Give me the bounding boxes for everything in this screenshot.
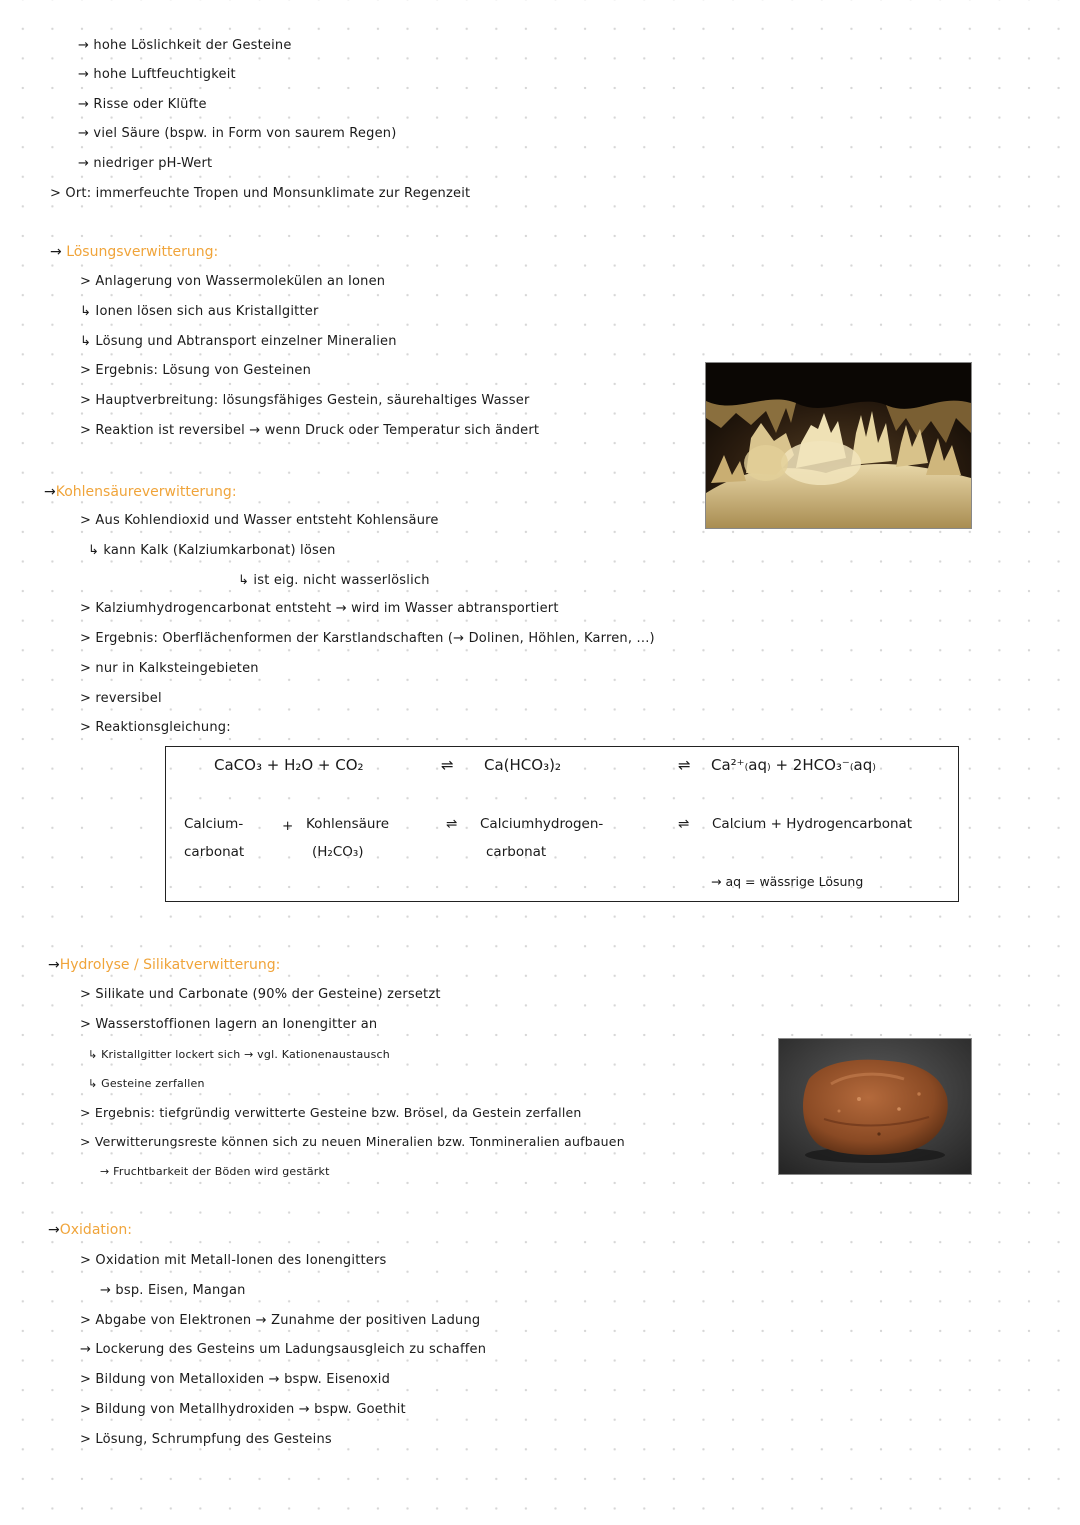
hydro-line-4: ↳ Gesteine zerfallen xyxy=(88,1077,205,1090)
heading-loesungsverwitterung xyxy=(50,242,218,262)
oxid-line-4: → Lockerung des Gesteins um Ladungsausgleich zu schaffen xyxy=(80,1342,487,1357)
kohlen-line-3: ↳ ist eig. nicht wasserlöslich xyxy=(238,573,430,588)
kohlen-line-6: > nur in Kalksteingebieten xyxy=(80,661,259,676)
equation-intermediate: Ca(HCO₃)₂ xyxy=(484,756,561,774)
loesung-line-2: ↳ Ionen lösen sich aus Kristallgitter xyxy=(80,304,319,319)
equation-reactants: CaCO₃ + H₂O + CO₂ xyxy=(214,756,364,774)
hydro-line-7: → Fruchtbarkeit der Böden wird gestärkt xyxy=(100,1165,330,1178)
name-kohlensaeure-formula: (H₂CO₃) xyxy=(312,844,364,860)
hydro-line-2: > Wasserstoffionen lagern an Ionengitter an xyxy=(80,1017,378,1032)
name-equilibrium-4: ⇌ xyxy=(678,816,690,832)
oxid-line-6: > Bildung von Metallhydroxiden → bspw. Goethit xyxy=(80,1402,406,1417)
name-calciumcarbonat-1: Calcium- xyxy=(184,816,244,832)
name-calcium-hydrogencarbonat: Calcium + Hydrogencarbonat xyxy=(712,816,913,832)
heading-title: Oxidation: xyxy=(59,1222,132,1238)
kohlen-line-8: > Reaktionsgleichung: xyxy=(80,720,231,735)
hydro-line-5: > Ergebnis: tiefgründig verwitterte Gesteine bzw. Brösel, da Gestein zerfallen xyxy=(80,1105,582,1120)
equation-products: Ca²⁺₍aq₎ + 2HCO₃⁻₍aq₎ xyxy=(711,756,876,774)
heading-title: Kohlensäureverwitterung: xyxy=(55,484,237,500)
intro-line-2: → hohe Luftfeuchtigkeit xyxy=(78,67,236,82)
hydro-line-6: > Verwitterungsreste können sich zu neuen Mineralien bzw. Tonmineralien aufbauen xyxy=(80,1134,625,1149)
heading-oxidation xyxy=(48,1220,132,1240)
heading-title: Lösungsverwitterung: xyxy=(66,244,219,260)
loesung-line-5: > Hauptverbreitung: lösungsfähiges Gestein, säurehaltiges Wasser xyxy=(80,393,530,408)
name-calciumhydrogencarbonat-2: carbonat xyxy=(486,844,547,860)
name-kohlensaeure: Kohlensäure xyxy=(306,816,390,832)
heading-arrow: → xyxy=(48,1222,60,1238)
equation-equilibrium-1: ⇌ xyxy=(441,756,454,774)
loesung-line-1: > Anlagerung von Wassermolekülen an Ionen xyxy=(80,274,386,289)
rock-illustration xyxy=(779,1039,971,1174)
hydro-line-3: ↳ Kristallgitter lockert sich → vgl. Kationenaustausch xyxy=(88,1048,390,1061)
kohlen-line-7: > reversibel xyxy=(80,691,162,706)
heading-arrow: → xyxy=(50,244,62,260)
hydro-line-1: > Silikate und Carbonate (90% der Gesteine) zersetzt xyxy=(80,987,441,1002)
equation-equilibrium-2: ⇌ xyxy=(678,756,691,774)
name-equilibrium-3: ⇌ xyxy=(446,816,458,832)
kohlen-line-5: > Ergebnis: Oberflächenformen der Karstlandschaften (→ Dolinen, Höhlen, Karren, ...) xyxy=(80,631,655,646)
intro-line-4: → viel Säure (bspw. in Form von saurem Regen) xyxy=(78,126,397,141)
intro-line-1: → hohe Löslichkeit der Gesteine xyxy=(78,38,292,53)
heading-hydrolyse xyxy=(48,955,280,975)
heading-arrow: → xyxy=(44,484,56,500)
oxid-line-2: → bsp. Eisen, Mangan xyxy=(100,1283,246,1298)
name-calciumcarbonat-2: carbonat xyxy=(184,844,245,860)
name-calciumhydrogencarbonat-1: Calciumhydrogen- xyxy=(480,816,604,832)
kohlen-line-4: > Kalziumhydrogencarbonat entsteht → wird im Wasser abtransportiert xyxy=(80,601,559,616)
intro-line-5: → niedriger pH-Wert xyxy=(78,156,213,171)
reaction-equation-box xyxy=(165,746,959,902)
oxid-line-1: > Oxidation mit Metall-Ionen des Ionengitters xyxy=(80,1253,387,1268)
kohlen-line-2: ↳ kann Kalk (Kalziumkarbonat) lösen xyxy=(88,543,336,558)
loesung-line-3: ↳ Lösung und Abtransport einzelner Mineralien xyxy=(80,334,397,349)
name-plus: + xyxy=(282,818,294,834)
heading-arrow: → xyxy=(48,957,60,973)
heading-title: Hydrolyse / Silikatverwitterung: xyxy=(59,957,281,973)
intro-line-6: > Ort: immerfeuchte Tropen und Monsunklimate zur Regenzeit xyxy=(50,186,471,201)
cave-illustration xyxy=(706,363,971,528)
heading-kohlensaeureverwitterung xyxy=(44,482,237,502)
loesung-line-4: > Ergebnis: Lösung von Gesteinen xyxy=(80,363,312,378)
kohlen-line-1: > Aus Kohlendioxid und Wasser entsteht Kohlensäure xyxy=(80,513,439,528)
oxid-line-5: > Bildung von Metalloxiden → bspw. Eisenoxid xyxy=(80,1372,391,1387)
intro-line-3: → Risse oder Klüfte xyxy=(78,97,207,112)
oxid-line-3: > Abgabe von Elektronen → Zunahme der positiven Ladung xyxy=(80,1313,481,1328)
loesung-line-6: > Reaktion ist reversibel → wenn Druck oder Temperatur sich ändert xyxy=(80,423,540,438)
cave-stalactite-photo xyxy=(705,362,972,529)
note-aq: → aq = wässrige Lösung xyxy=(711,874,864,889)
weathered-rock-photo xyxy=(778,1038,972,1175)
oxid-line-7: > Lösung, Schrumpfung des Gesteins xyxy=(80,1432,332,1447)
